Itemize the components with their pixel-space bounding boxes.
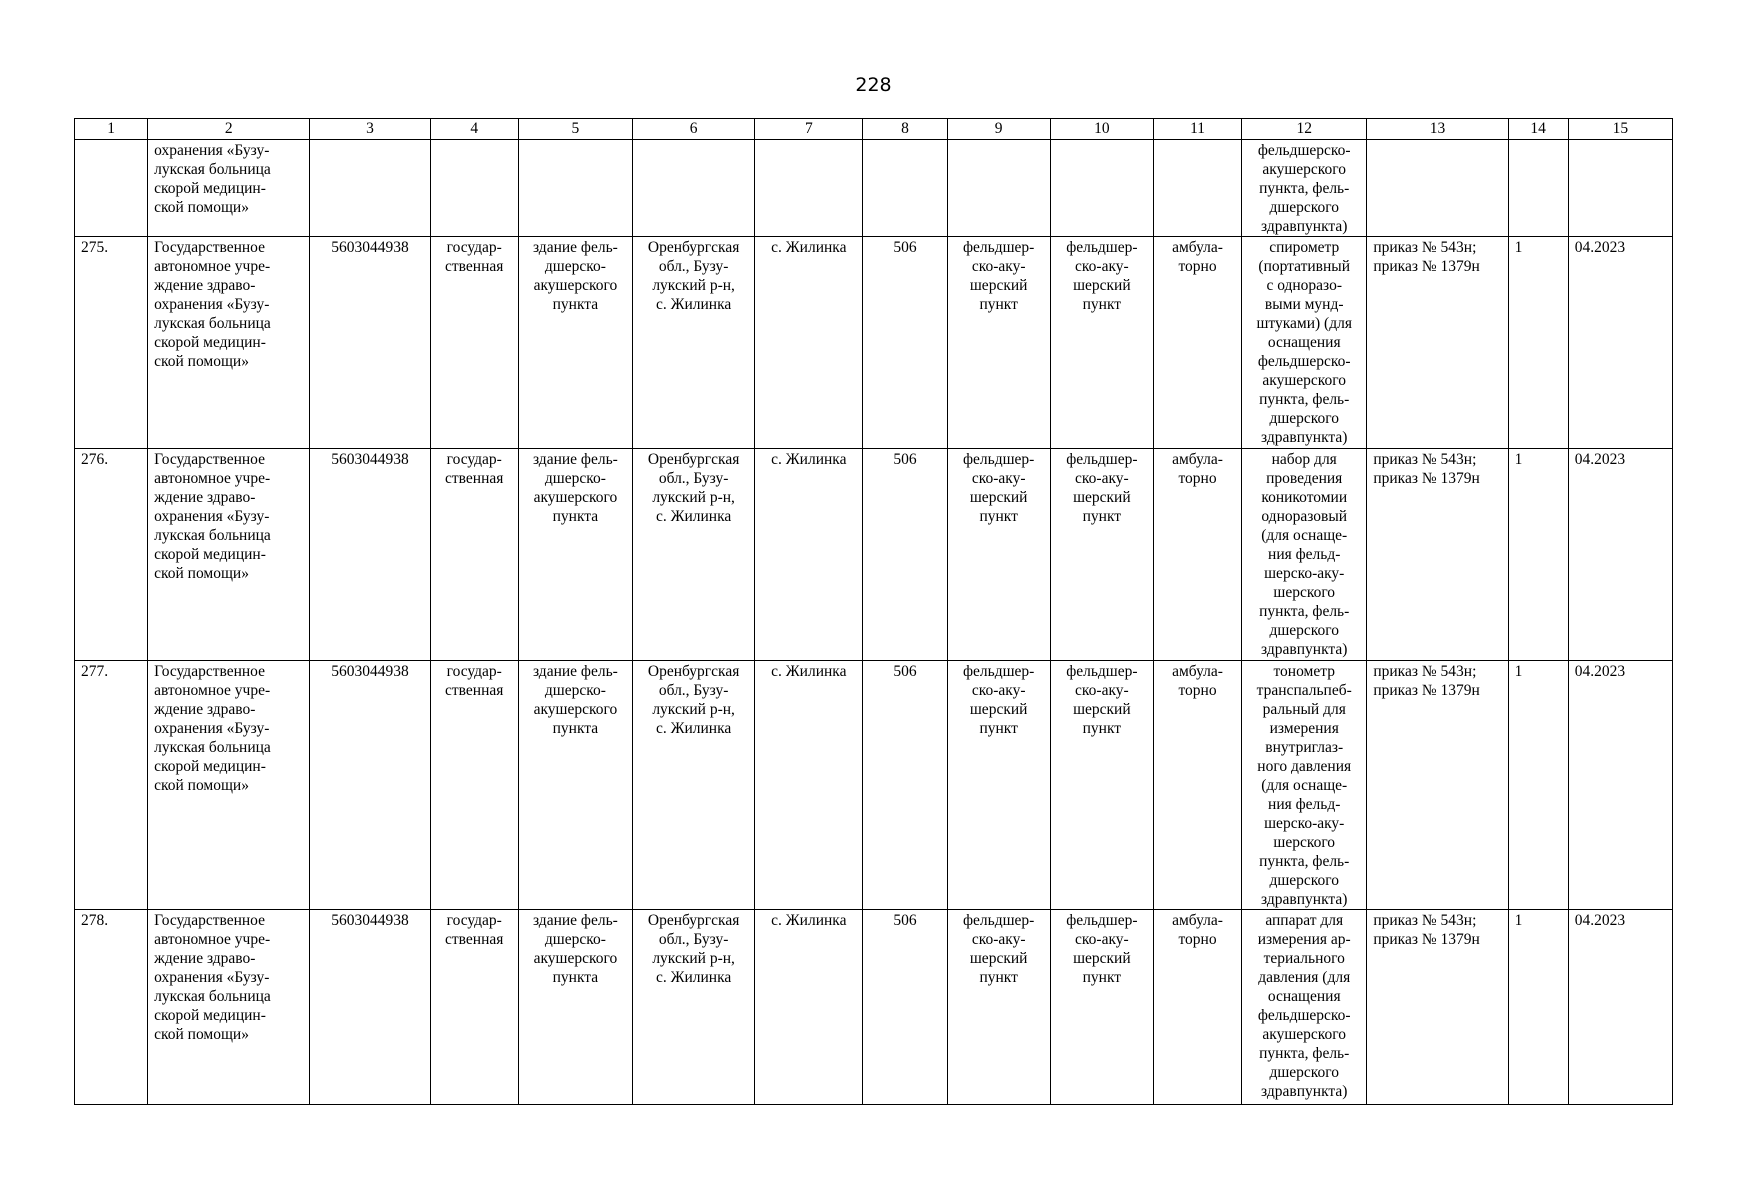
cell-date: 04.2023 [1568, 237, 1672, 449]
cell-empty [755, 140, 863, 237]
table-row [75, 910, 1673, 1105]
cell-organization: Государственное автономное учре- ждение здраво- охранения «Бузу- лукская больница скорой медицин- ской помощи» [148, 449, 310, 661]
cell-locality: с. Жилинка [755, 910, 863, 1105]
cell-empty [75, 140, 148, 237]
cell-ownership: государ- ственная [430, 237, 518, 449]
cell-inn: 5603044938 [310, 661, 430, 910]
cell-empty [1367, 140, 1508, 237]
cell-building: здание фель- дшерско- акушерского пункта [518, 237, 632, 449]
column-number-row [75, 119, 1673, 140]
cell-inn: 5603044938 [310, 449, 430, 661]
cell-equipment: набор для проведения коникотомии одноразовый (для оснаще- ния фельд- шерско-аку- шерского пункта, фель- дшерского здравпункта) [1242, 449, 1367, 661]
cell-quantity: 1 [1508, 237, 1568, 449]
cell-empty [863, 140, 947, 237]
cell-code: 506 [863, 237, 947, 449]
table-row [75, 661, 1673, 910]
cell-building: здание фель- дшерско- акушерского пункта [518, 449, 632, 661]
cell-address: Оренбургская обл., Бузу- лукский р-н, с. Жилинка [633, 237, 755, 449]
cell-inn: 5603044938 [310, 910, 430, 1105]
cell-empty [518, 140, 632, 237]
cell-empty [430, 140, 518, 237]
page-number: 228 [855, 74, 892, 96]
cell-address: Оренбургская обл., Бузу- лукский р-н, с. Жилинка [633, 910, 755, 1105]
table-row [75, 237, 1673, 449]
cell-unit-name: фельдшер- ско-аку- шерский пункт [1050, 237, 1153, 449]
column-header: 12 [1242, 119, 1367, 140]
column-header: 14 [1508, 119, 1568, 140]
cell-unit-type: фельдшер- ско-аку- шерский пункт [947, 910, 1050, 1105]
cell-quantity: 1 [1508, 449, 1568, 661]
cell-basis: приказ № 543н; приказ № 1379н [1367, 661, 1508, 910]
cell-organization: охранения «Бузу- лукская больница скорой медицин- ской помощи» [148, 140, 310, 237]
cell-equipment: спирометр (портативный с одноразо- выми мунд- штуками) (для оснащения фельдшерско- акушерского пункта, фель- дшерского здравпункта) [1242, 237, 1367, 449]
cell-empty [1050, 140, 1153, 237]
cell-address: Оренбургская обл., Бузу- лукский р-н, с. Жилинка [633, 661, 755, 910]
cell-row-number: 275. [75, 237, 148, 449]
cell-care-form: амбула- торно [1153, 910, 1241, 1105]
cell-care-form: амбула- торно [1153, 661, 1241, 910]
cell-unit-name: фельдшер- ско-аку- шерский пункт [1050, 661, 1153, 910]
column-header: 6 [633, 119, 755, 140]
column-header: 9 [947, 119, 1050, 140]
cell-organization: Государственное автономное учре- ждение здраво- охранения «Бузу- лукская больница скорой медицин- ской помощи» [148, 661, 310, 910]
column-header: 13 [1367, 119, 1508, 140]
cell-ownership: государ- ственная [430, 910, 518, 1105]
cell-empty [1508, 140, 1568, 237]
cell-row-number: 276. [75, 449, 148, 661]
table-row [75, 449, 1673, 661]
table-row-continuation [75, 140, 1673, 237]
cell-basis: приказ № 543н; приказ № 1379н [1367, 910, 1508, 1105]
cell-code: 506 [863, 661, 947, 910]
cell-quantity: 1 [1508, 661, 1568, 910]
column-header: 7 [755, 119, 863, 140]
equipment-table [74, 118, 1673, 1105]
cell-equipment: фельдшерско- акушерского пункта, фель- дшерского здравпункта) [1242, 140, 1367, 237]
cell-inn: 5603044938 [310, 237, 430, 449]
cell-care-form: амбула- торно [1153, 449, 1241, 661]
cell-empty [1568, 140, 1672, 237]
cell-address: Оренбургская обл., Бузу- лукский р-н, с. Жилинка [633, 449, 755, 661]
cell-unit-type: фельдшер- ско-аку- шерский пункт [947, 449, 1050, 661]
cell-empty [633, 140, 755, 237]
cell-unit-name: фельдшер- ско-аку- шерский пункт [1050, 910, 1153, 1105]
column-header: 4 [430, 119, 518, 140]
cell-code: 506 [863, 449, 947, 661]
cell-unit-type: фельдшер- ско-аку- шерский пункт [947, 237, 1050, 449]
cell-building: здание фель- дшерско- акушерского пункта [518, 910, 632, 1105]
cell-empty [310, 140, 430, 237]
cell-date: 04.2023 [1568, 661, 1672, 910]
column-header: 11 [1153, 119, 1241, 140]
column-header: 5 [518, 119, 632, 140]
cell-ownership: государ- ственная [430, 661, 518, 910]
column-header: 2 [148, 119, 310, 140]
cell-basis: приказ № 543н; приказ № 1379н [1367, 449, 1508, 661]
cell-care-form: амбула- торно [1153, 237, 1241, 449]
cell-empty [947, 140, 1050, 237]
cell-row-number: 277. [75, 661, 148, 910]
column-header: 1 [75, 119, 148, 140]
cell-date: 04.2023 [1568, 910, 1672, 1105]
cell-locality: с. Жилинка [755, 661, 863, 910]
cell-equipment: аппарат для измерения ар- териального давления (для оснащения фельдшерско- акушерского пункта, фель- дшерского здравпункта) [1242, 910, 1367, 1105]
cell-basis: приказ № 543н; приказ № 1379н [1367, 237, 1508, 449]
cell-building: здание фель- дшерско- акушерского пункта [518, 661, 632, 910]
column-header: 8 [863, 119, 947, 140]
column-header: 10 [1050, 119, 1153, 140]
cell-row-number: 278. [75, 910, 148, 1105]
cell-locality: с. Жилинка [755, 449, 863, 661]
cell-empty [1153, 140, 1241, 237]
cell-locality: с. Жилинка [755, 237, 863, 449]
cell-organization: Государственное автономное учре- ждение здраво- охранения «Бузу- лукская больница скорой медицин- ской помощи» [148, 237, 310, 449]
cell-code: 506 [863, 910, 947, 1105]
cell-equipment: тонометр транспальпеб- ральный для измерения внутриглаз- ного давления (для оснаще- ния фельд- шерско-аку- шерского пункта, фель- дшерского здравпункта) [1242, 661, 1367, 910]
cell-unit-name: фельдшер- ско-аку- шерский пункт [1050, 449, 1153, 661]
cell-quantity: 1 [1508, 910, 1568, 1105]
column-header: 3 [310, 119, 430, 140]
cell-unit-type: фельдшер- ско-аку- шерский пункт [947, 661, 1050, 910]
column-header: 15 [1568, 119, 1672, 140]
cell-date: 04.2023 [1568, 449, 1672, 661]
cell-organization: Государственное автономное учре- ждение здраво- охранения «Бузу- лукская больница скорой медицин- ской помощи» [148, 910, 310, 1105]
cell-ownership: государ- ственная [430, 449, 518, 661]
